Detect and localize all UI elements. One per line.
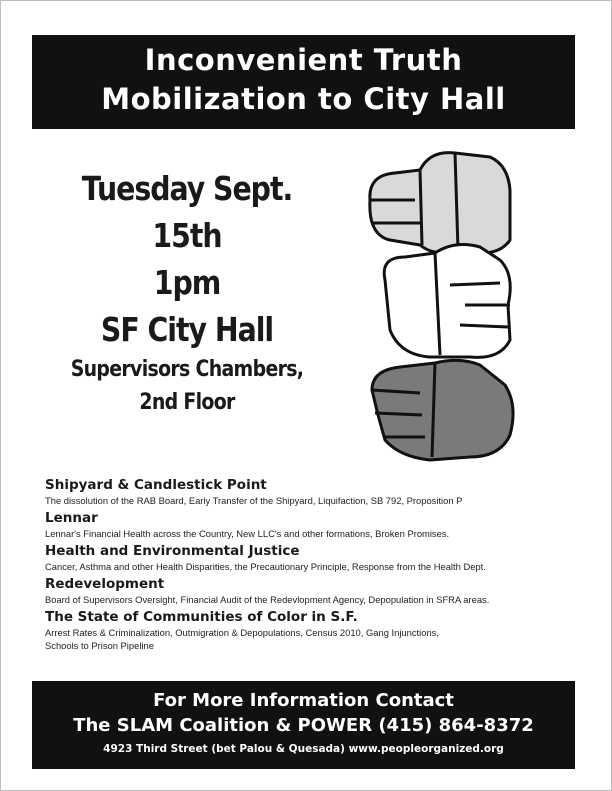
contact-address-web: 4923 Third Street (bet Palou & Quesada) www.peopleorganized.org (103, 743, 504, 755)
top-fist-icon (370, 153, 510, 254)
event-room-line-2: 2nd Floor (139, 390, 235, 415)
bottom-fist-icon (372, 360, 513, 460)
topics-list (45, 476, 585, 654)
contact-heading: For More Information Contact (153, 690, 454, 711)
topic-item (45, 575, 585, 606)
middle-fist-icon (384, 245, 510, 358)
event-details (32, 165, 342, 419)
topic-description: Arrest Rates & Criminalization, Outmigration & Depopulations, Census 2010, Gang Injunctions, Schools to Prison Pipeline (45, 627, 439, 651)
event-time: 1pm (153, 263, 221, 302)
topic-item (45, 542, 585, 573)
contact-banner (32, 681, 575, 769)
event-room-line-1: Supervisors Chambers, (70, 357, 304, 382)
topic-title: Redevelopment (45, 576, 165, 592)
topic-item (45, 608, 585, 652)
title-line-1: Inconvenient Truth (144, 43, 463, 77)
topic-title: The State of Communities of Color in S.F. (45, 609, 358, 625)
topic-description: Lennar's Financial Health across the Country, New LLC's and other formations, Broken Promises. (45, 528, 450, 539)
topic-description: Cancer, Asthma and other Health Disparities, the Precautionary Principle, Response from the Health Dept. (45, 561, 486, 572)
topic-item (45, 476, 585, 507)
three-raised-fists-icon (360, 145, 520, 465)
topic-title: Shipyard & Candlestick Point (45, 477, 267, 493)
title-banner (32, 35, 575, 129)
contact-org-phone: The SLAM Coalition & POWER (415) 864-8372 (73, 715, 534, 736)
event-place: SF City Hall (100, 310, 274, 349)
event-date: Tuesday Sept. 15th (81, 169, 293, 255)
title-line-2: Mobilization to City Hall (101, 82, 506, 116)
topic-title: Health and Environmental Justice (45, 543, 300, 559)
topic-item (45, 509, 585, 540)
topic-title: Lennar (45, 510, 98, 526)
topic-description: Board of Supervisors Oversight, Financial Audit of the Redevlopment Agency, Depopulation in SFRA areas. (45, 594, 490, 605)
topic-description: The dissolution of the RAB Board, Early Transfer of the Shipyard, Liquifaction, SB 792, Proposition P (45, 495, 463, 506)
